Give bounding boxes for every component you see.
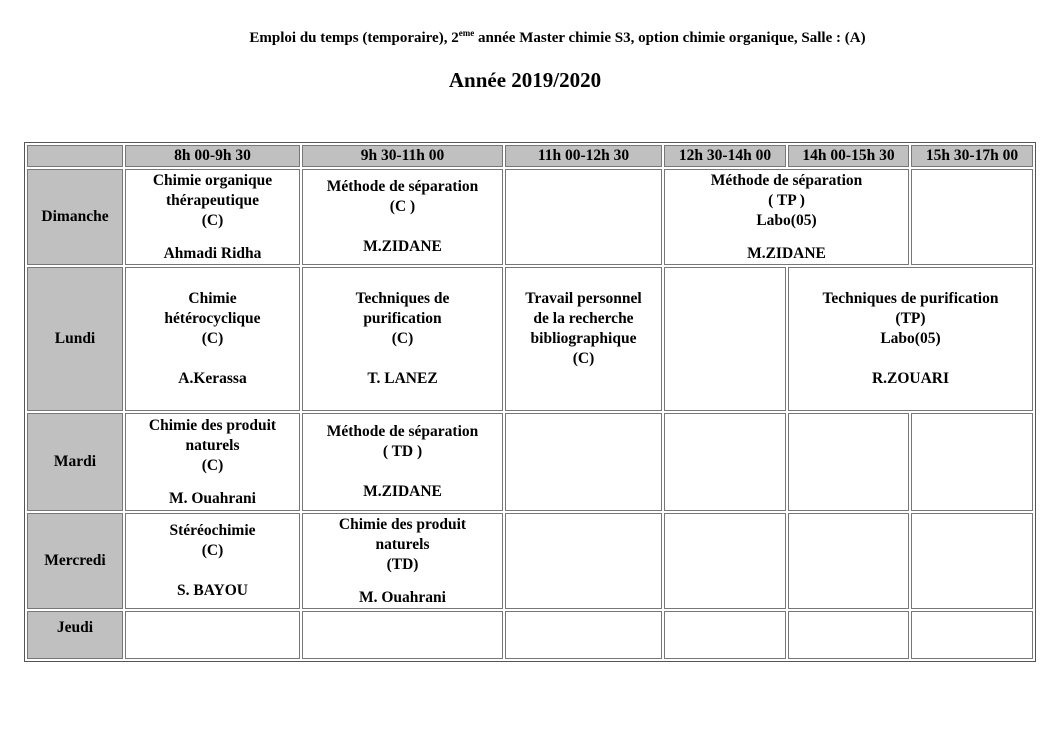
empty-cell <box>664 267 786 411</box>
empty-cell <box>505 169 662 265</box>
course-cell <box>302 413 503 511</box>
teacher-name: R.ZOUARI <box>871 370 950 387</box>
course-name: purification <box>363 310 442 327</box>
course-name: Chimie <box>188 290 237 307</box>
header-slot-1: 8h 00-9h 30 <box>125 145 300 167</box>
room-label: Labo(05) <box>880 330 941 347</box>
course-cell <box>125 413 300 511</box>
course-type: (C) <box>201 456 224 474</box>
row-mercredi <box>27 513 1033 609</box>
course-cell <box>125 267 300 411</box>
header-slot-3: 11h 00-12h 30 <box>505 145 662 167</box>
course-cell <box>302 267 503 411</box>
course-cell <box>302 169 503 265</box>
course-type: (C ) <box>389 198 416 215</box>
course-name: Stéréochimie <box>169 522 256 539</box>
empty-cell <box>788 513 909 609</box>
course-name: Méthode de séparation <box>326 178 479 195</box>
header-row <box>27 145 1033 167</box>
course-name: Techniques de purification <box>822 290 999 307</box>
course-cell <box>125 169 300 265</box>
empty-cell <box>505 413 662 511</box>
title-superscript: eme <box>458 28 475 38</box>
empty-cell <box>911 611 1033 659</box>
empty-cell <box>911 513 1033 609</box>
course-type: ( TP ) <box>768 191 805 209</box>
teacher-name: Ahmadi Ridha <box>163 244 262 262</box>
course-cell <box>788 267 1033 411</box>
teacher-name: S. BAYOU <box>177 582 248 599</box>
teacher-name: A.Kerassa <box>178 370 247 387</box>
room-label: Labo(05) <box>756 211 817 229</box>
day-label: Lundi <box>27 267 123 411</box>
teacher-name: T. LANEZ <box>367 370 438 387</box>
title-text: Emploi du temps (temporaire), 2 <box>249 30 459 46</box>
course-name: bibliographique <box>530 330 637 347</box>
course-cell <box>505 267 662 411</box>
day-label: Mercredi <box>27 513 123 609</box>
empty-cell <box>664 611 786 659</box>
course-type: (C) <box>201 542 224 559</box>
empty-cell <box>788 413 909 511</box>
empty-cell <box>125 611 300 659</box>
academic-year: Année 2019/2020 <box>448 68 602 92</box>
header-slot-5: 14h 00-15h 30 <box>788 145 909 167</box>
document-title <box>0 30 1050 47</box>
course-name: Travail personnel <box>525 290 642 307</box>
day-label: Dimanche <box>27 169 123 265</box>
row-dimanche <box>27 169 1033 265</box>
header-corner <box>27 145 123 167</box>
timetable <box>24 142 1036 662</box>
course-name: Chimie organique <box>152 171 273 189</box>
course-type: (TP) <box>895 310 926 327</box>
header-slot-2: 9h 30-11h 00 <box>302 145 503 167</box>
teacher-name: M. Ouahrani <box>169 489 256 507</box>
header-slot-4: 12h 30-14h 00 <box>664 145 786 167</box>
row-jeudi <box>27 611 1033 659</box>
course-type: ( TD ) <box>382 443 423 460</box>
course-name: hétérocyclique <box>164 310 261 327</box>
course-type: (C) <box>391 330 414 347</box>
course-name: Chimie des produit <box>148 416 277 434</box>
empty-cell <box>505 513 662 609</box>
teacher-name: M.ZIDANE <box>363 483 442 500</box>
empty-cell <box>911 169 1033 265</box>
row-mardi <box>27 413 1033 511</box>
course-name: de la recherche <box>533 310 634 327</box>
empty-cell <box>664 513 786 609</box>
empty-cell <box>302 611 503 659</box>
course-cell <box>125 513 300 609</box>
teacher-name: M.ZIDANE <box>363 238 442 255</box>
course-cell <box>664 169 909 265</box>
course-name: Méthode de séparation <box>326 423 479 440</box>
day-label: Jeudi <box>27 611 123 659</box>
empty-cell <box>505 611 662 659</box>
empty-cell <box>664 413 786 511</box>
course-name: naturels <box>185 436 240 454</box>
empty-cell <box>911 413 1033 511</box>
course-name: Chimie des produit <box>338 515 467 533</box>
course-type: (C) <box>572 350 595 367</box>
empty-cell <box>788 611 909 659</box>
course-name: Techniques de <box>355 290 450 307</box>
row-lundi <box>27 267 1033 411</box>
teacher-name: M.ZIDANE <box>747 244 826 262</box>
course-type: (C) <box>201 330 224 347</box>
course-name: Méthode de séparation <box>710 171 863 189</box>
header-slot-6: 15h 30-17h 00 <box>911 145 1033 167</box>
course-cell <box>302 513 503 609</box>
title-text-rest: année Master chimie S3, option chimie organique, Salle : (A) <box>474 30 866 46</box>
course-name: naturels <box>375 535 430 553</box>
course-type: (C) <box>201 211 224 229</box>
day-label: Mardi <box>27 413 123 511</box>
course-name: thérapeutique <box>166 191 259 209</box>
course-type: (TD) <box>386 555 419 573</box>
teacher-name: M. Ouahrani <box>359 588 446 606</box>
